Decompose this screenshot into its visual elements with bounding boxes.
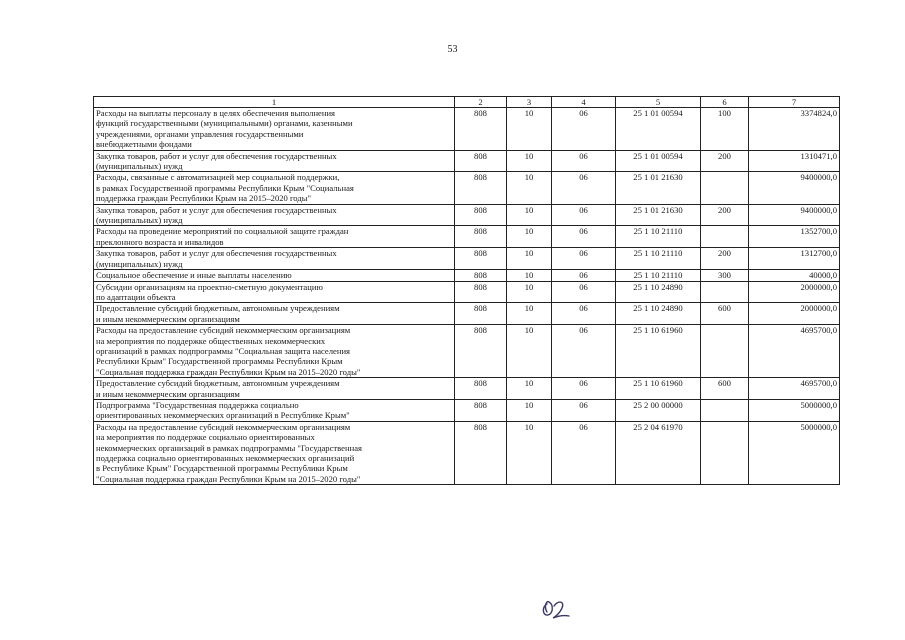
row-code-4: 06 [552,325,616,378]
row-code-2: 808 [455,172,507,204]
row-code-5: 25 1 01 21630 [616,204,701,226]
row-code-2: 808 [455,270,507,281]
row-code-6: 200 [701,204,749,226]
row-code-4: 06 [552,248,616,270]
row-code-6: 600 [701,378,749,400]
column-number-row [94,97,840,108]
row-code-6 [701,172,749,204]
row-description: Расходы на предоставление субсидий некоммерческим организациям на мероприятия по поддержке социально ориентированных некоммерческих организаций в рамках подпрограммы "Государственная поддержка социально ориентированных некоммерческих организаций в Республике Крым" Государственной программы Республики Крым "Социальная поддержка граждан Республики Крым на 2015–2020 годы" [94,421,455,484]
row-code-5: 25 2 00 00000 [616,399,701,421]
row-description: Закупка товаров, работ и услуг для обеспечения государственных (муниципальных) нужд [94,150,455,172]
row-code-6 [701,325,749,378]
row-code-5: 25 1 10 21110 [616,270,701,281]
table-row [94,204,840,226]
column-header-5: 5 [616,97,701,108]
row-description: Предоставление субсидий бюджетным, автономным учреждениям и иным некоммерческим организациям [94,378,455,400]
row-code-2: 808 [455,421,507,484]
column-header-3: 3 [507,97,552,108]
row-code-3: 10 [507,172,552,204]
column-header-6: 6 [701,97,749,108]
row-description: Расходы на выплаты персоналу в целях обеспечения выполнения функций государственными (муниципальными) органами, казенными учреждениями, органами управления государственными внебюджетными фондами [94,108,455,151]
row-code-6 [701,399,749,421]
row-description: Социальное обеспечение и иные выплаты населению [94,270,455,281]
row-code-2: 808 [455,226,507,248]
row-code-4: 06 [552,108,616,151]
table-row [94,303,840,325]
row-description: Закупка товаров, работ и услуг для обеспечения государственных (муниципальных) нужд [94,248,455,270]
row-code-4: 06 [552,399,616,421]
budget-table [93,96,840,485]
row-code-4: 06 [552,150,616,172]
row-code-3: 10 [507,378,552,400]
row-code-3: 10 [507,150,552,172]
row-amount: 4695700,0 [749,325,840,378]
table-row [94,399,840,421]
row-code-3: 10 [507,270,552,281]
row-description: Расходы на предоставление субсидий некоммерческим организациям на мероприятия по поддержке общественных некоммерческих организаций в рамках подпрограммы "Социальная защита населения Республики Крым" Государственной программы Республики Крым "Социальная поддержка граждан Республики Крым на 2015–2020 годы" [94,325,455,378]
row-code-2: 808 [455,378,507,400]
row-amount: 1352700,0 [749,226,840,248]
row-description: Закупка товаров, работ и услуг для обеспечения государственных (муниципальных) нужд [94,204,455,226]
row-code-5: 25 2 04 61970 [616,421,701,484]
row-code-6 [701,281,749,303]
row-code-2: 808 [455,204,507,226]
row-amount: 4695700,0 [749,378,840,400]
row-code-6: 300 [701,270,749,281]
column-header-2: 2 [455,97,507,108]
row-code-4: 06 [552,270,616,281]
row-code-5: 25 1 01 21630 [616,172,701,204]
row-code-3: 10 [507,421,552,484]
page-number: 53 [447,44,458,55]
row-code-5: 25 1 10 61960 [616,378,701,400]
row-code-6: 200 [701,150,749,172]
row-code-2: 808 [455,325,507,378]
table-row [94,108,840,151]
column-header-7: 7 [749,97,840,108]
row-code-3: 10 [507,248,552,270]
row-code-5: 25 1 10 21110 [616,248,701,270]
table-row [94,281,840,303]
row-code-3: 10 [507,303,552,325]
table-row [94,172,840,204]
row-code-2: 808 [455,281,507,303]
row-code-2: 808 [455,303,507,325]
row-code-5: 25 1 10 21110 [616,226,701,248]
table-body [94,108,840,485]
table-row [94,150,840,172]
row-description: Подпрограмма "Государственная поддержка социально ориентированных некоммерческих организаций в Республике Крым" [94,399,455,421]
row-code-6: 200 [701,248,749,270]
row-code-6 [701,421,749,484]
row-amount: 9400000,0 [749,204,840,226]
row-code-2: 808 [455,248,507,270]
row-code-4: 06 [552,172,616,204]
row-code-5: 25 1 10 61960 [616,325,701,378]
row-code-5: 25 1 10 24890 [616,281,701,303]
row-code-6: 100 [701,108,749,151]
row-code-2: 808 [455,399,507,421]
row-amount: 5000000,0 [749,399,840,421]
row-code-6: 600 [701,303,749,325]
row-code-4: 06 [552,421,616,484]
row-description: Расходы на проведение мероприятий по социальной защите граждан преклонного возраста и инвалидов [94,226,455,248]
table-row [94,378,840,400]
row-code-2: 808 [455,108,507,151]
row-code-6 [701,226,749,248]
row-code-3: 10 [507,226,552,248]
row-code-3: 10 [507,204,552,226]
row-amount: 40000,0 [749,270,840,281]
row-code-4: 06 [552,226,616,248]
row-code-4: 06 [552,281,616,303]
row-code-3: 10 [507,281,552,303]
row-description: Расходы, связанные с автоматизацией мер социальной поддержки, в рамках Государственной программы Республики Крым "Социальная поддержка граждан Республики Крым на 2015–2020 годы" [94,172,455,204]
table-row [94,270,840,281]
row-code-4: 06 [552,303,616,325]
column-header-1: 1 [94,97,455,108]
row-amount: 9400000,0 [749,172,840,204]
table-row [94,325,840,378]
row-code-3: 10 [507,399,552,421]
signature-mark [538,595,574,621]
row-amount: 1310471,0 [749,150,840,172]
row-amount: 3374824,0 [749,108,840,151]
row-description: Субсидии организациям на проектно-сметную документацию по адаптации объекта [94,281,455,303]
row-code-4: 06 [552,204,616,226]
table-row [94,226,840,248]
row-description: Предоставление субсидий бюджетным, автономным учреждениям и иным некоммерческим организациям [94,303,455,325]
row-code-4: 06 [552,378,616,400]
row-amount: 2000000,0 [749,303,840,325]
column-header-4: 4 [552,97,616,108]
row-amount: 1312700,0 [749,248,840,270]
row-amount: 2000000,0 [749,281,840,303]
row-code-5: 25 1 01 00594 [616,150,701,172]
table-row [94,421,840,484]
row-amount: 5000000,0 [749,421,840,484]
row-code-5: 25 1 10 24890 [616,303,701,325]
table-row [94,248,840,270]
row-code-3: 10 [507,108,552,151]
row-code-3: 10 [507,325,552,378]
row-code-5: 25 1 01 00594 [616,108,701,151]
row-code-2: 808 [455,150,507,172]
